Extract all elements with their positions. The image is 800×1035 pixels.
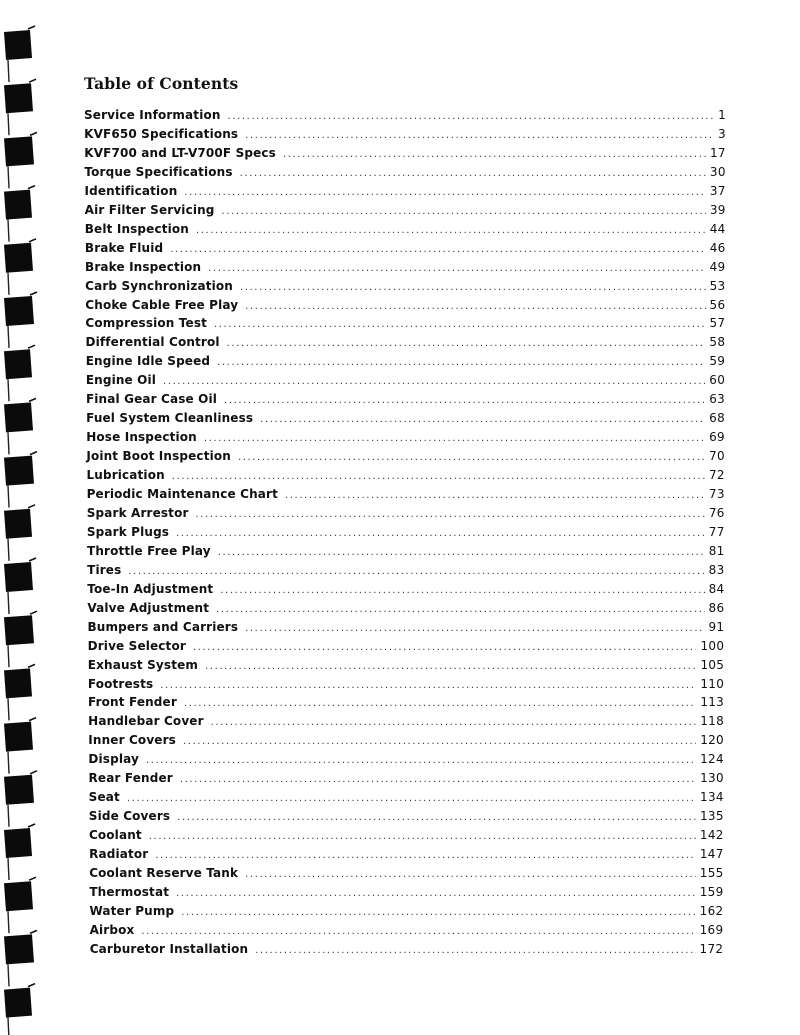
toc-entry [87, 504, 725, 523]
toc-entry-title: Thermostat [89, 884, 170, 899]
toc-entry [86, 333, 726, 352]
toc-entry-page: 44 [709, 221, 726, 236]
toc-entry-page: 60 [709, 373, 726, 388]
toc-dot-leader [180, 770, 696, 789]
toc-entry-title: Engine Oil [85, 373, 157, 388]
toc-dot-leader [149, 827, 696, 846]
toc-entry-page: 53 [709, 278, 726, 293]
binding-hole [4, 452, 37, 508]
toc-dot-leader [240, 278, 706, 297]
toc-entry-page: 134 [700, 790, 724, 805]
toc-entry-page: 155 [699, 866, 724, 880]
binding-hole [4, 79, 36, 135]
toc-entry-title: Lubrication [86, 468, 165, 483]
toc-entry [89, 902, 723, 921]
toc-dot-leader [255, 941, 695, 960]
toc-entry [84, 125, 726, 144]
binding-hole [4, 239, 36, 295]
toc-dot-leader [170, 240, 705, 259]
toc-entry-page: 39 [709, 202, 726, 217]
toc-entry [89, 864, 723, 883]
toc-dot-leader [260, 410, 705, 429]
toc-dot-leader [285, 486, 705, 505]
toc-entry-page: 113 [700, 695, 725, 710]
toc-entry-title: Coolant Reserve Tank [89, 866, 239, 880]
toc-entry-title: Exhaust System [87, 657, 199, 672]
toc-entry-page: 77 [708, 524, 725, 539]
toc-dot-leader [214, 315, 705, 334]
toc-entry [90, 940, 724, 959]
toc-dot-leader [216, 600, 704, 619]
toc-dot-leader [160, 676, 696, 695]
toc-entry-title: Engine Idle Speed [85, 354, 211, 369]
toc-entry-title: Identification [84, 183, 178, 198]
toc-entry-page: 59 [709, 354, 726, 369]
toc-entry-title: Carburetor Installation [89, 941, 249, 956]
toc-entry-page: 17 [709, 145, 726, 160]
toc-entry-page: 172 [699, 941, 724, 956]
toc-dot-leader [193, 638, 697, 657]
toc-entry-title: Choke Cable Free Play [85, 297, 239, 312]
toc-dot-leader [238, 448, 705, 467]
toc-entry-page: 142 [699, 828, 724, 843]
toc-entry-page: 120 [700, 733, 724, 748]
binding-hole [4, 26, 35, 82]
toc-entry [88, 712, 724, 731]
toc-dot-leader [163, 372, 705, 391]
toc-entry [85, 239, 726, 258]
toc-entry-title: Brake Inspection [85, 259, 202, 274]
toc-entry-page: 130 [700, 771, 724, 786]
toc-entry [85, 258, 725, 277]
binding-hole [4, 718, 36, 774]
toc-entry [87, 523, 725, 542]
toc-dot-leader [141, 922, 695, 941]
toc-dot-leader [181, 903, 695, 922]
toc-entry [85, 201, 726, 220]
toc-entry [84, 106, 726, 125]
binding-hole [4, 292, 37, 348]
toc-entry-title: Periodic Maintenance Chart [86, 487, 278, 501]
toc-entry [89, 845, 724, 864]
toc-entry-title: Joint Boot Inspection [86, 449, 231, 464]
toc-entry-title: Radiator [89, 847, 149, 862]
toc-entry-title: KVF650 Specifications [84, 126, 239, 141]
toc-entry-title: Compression Test [85, 316, 207, 331]
toc-entry [84, 144, 726, 163]
toc-entry-page: 58 [709, 335, 726, 350]
toc-entry [87, 485, 725, 504]
binding-hole [4, 345, 35, 401]
toc-dot-leader [128, 562, 704, 581]
toc-entry-title: Valve Adjustment [87, 600, 210, 615]
toc-entry [86, 409, 725, 428]
toc-entry-title: Front Fender [88, 695, 177, 710]
toc-entry-title: Spark Arrestor [86, 505, 189, 520]
toc-entry [85, 220, 726, 239]
toc-dot-leader [205, 657, 696, 676]
toc-entry-page: 100 [700, 638, 725, 653]
toc-entry [88, 618, 725, 637]
toc-entry-page: 70 [709, 449, 725, 464]
toc-dot-leader [183, 732, 696, 751]
toc-entry-page: 124 [700, 752, 724, 767]
toc-entry [88, 675, 724, 694]
toc-entry-page: 30 [709, 164, 726, 179]
toc-entry-page: 135 [699, 809, 724, 824]
toc-dot-leader [155, 846, 696, 865]
toc-entry-page: 63 [709, 392, 726, 407]
toc-entry-title: Belt Inspection [84, 221, 189, 236]
toc-entry [88, 750, 724, 769]
toc-entry-page: 110 [700, 676, 725, 691]
toc-entry-page: 73 [708, 487, 725, 501]
toc-dot-leader [204, 429, 705, 448]
toc-entry-page: 81 [708, 543, 725, 558]
toc-dot-leader [208, 259, 705, 278]
toc-dot-leader [211, 713, 697, 732]
toc-entry [88, 731, 724, 750]
toc-entry-page: 37 [709, 183, 726, 198]
toc-entry [86, 466, 724, 485]
toc-entry [85, 182, 726, 201]
toc-entry-title: Carb Synchronization [85, 278, 233, 293]
toc-entry-page: 68 [709, 411, 726, 426]
toc-entry-page: 86 [708, 600, 725, 615]
toc-entry [86, 390, 725, 409]
toc-entry [89, 807, 724, 826]
toc-dot-leader [196, 221, 706, 240]
toc-entry [89, 826, 724, 845]
toc-entry-title: Water Pump [89, 903, 175, 918]
toc-dot-leader [127, 789, 696, 808]
toc-dot-leader [240, 164, 706, 183]
binding-holes-graphic [0, 0, 50, 1035]
toc-entry [86, 428, 725, 447]
toc-entry [85, 277, 725, 296]
toc-dot-leader [245, 297, 705, 316]
toc-entry-title: Side Covers [88, 809, 171, 824]
toc-entry [88, 656, 724, 675]
toc-entry-title: Display [88, 752, 139, 767]
toc-entry-page: 105 [700, 657, 725, 672]
toc-entry-title: Tires [87, 562, 122, 577]
toc-entry [87, 599, 724, 618]
toc-entry [88, 637, 725, 656]
binding-hole [4, 984, 35, 1035]
toc-entry [89, 788, 724, 807]
toc-entry-title: Torque Specifications [84, 164, 233, 179]
binding-hole [4, 824, 35, 880]
binding-hole [4, 558, 36, 614]
toc-entry-page: 69 [709, 430, 725, 445]
toc-entry-page: 83 [708, 562, 725, 577]
toc-entry-page: 84 [708, 581, 725, 596]
toc-entry-title: Brake Fluid [84, 240, 164, 255]
toc-dot-leader [245, 126, 714, 145]
toc-dot-leader [176, 884, 696, 903]
toc-entry-page: 76 [708, 505, 725, 520]
toc-entry-page: 162 [699, 903, 724, 918]
toc-entry-title: Drive Selector [87, 638, 186, 653]
toc-dot-leader [176, 524, 705, 543]
toc-entry-title: Inner Covers [88, 733, 176, 748]
toc-entry-page: 72 [708, 468, 725, 483]
toc-entry-page: 46 [709, 240, 726, 255]
toc-entry [87, 561, 724, 580]
toc-dot-leader [218, 543, 705, 562]
toc-entry [86, 371, 725, 390]
toc-dot-leader [172, 467, 705, 486]
binding-hole [4, 132, 37, 188]
toc-entry-page: 118 [700, 714, 725, 729]
toc-entry [86, 447, 725, 466]
toc-entry-page: 169 [699, 922, 724, 937]
toc-entry-title: Spark Plugs [86, 524, 170, 539]
toc-entry [88, 693, 724, 712]
toc-entry-title: Final Gear Case Oil [85, 392, 218, 407]
toc-entry [87, 580, 724, 599]
toc-entry-page: 56 [709, 297, 726, 312]
toc-entry [86, 352, 726, 371]
toc-entry-title: Air Filter Servicing [84, 202, 215, 217]
toc-entry-page: 91 [708, 619, 725, 634]
toc-dot-leader [184, 694, 696, 713]
toc-entry-title: KVF700 and LT-V700F Specs [84, 145, 276, 160]
toc-entry-title: Rear Fender [88, 771, 173, 786]
toc-entry-title: Service Information [84, 108, 221, 122]
toc-entry-title: Handlebar Cover [88, 714, 204, 729]
toc-entry [87, 542, 725, 561]
binding-hole [4, 664, 35, 720]
toc-dot-leader [228, 107, 715, 126]
toc-entry-title: Bumpers and Carriers [87, 619, 239, 634]
toc-entry [84, 163, 725, 182]
toc-entry [89, 883, 723, 902]
toc-dot-leader [283, 145, 706, 164]
toc-entry [89, 769, 724, 788]
binding-hole [4, 771, 37, 827]
binding-hole [4, 930, 37, 986]
toc-entry-title: Seat [88, 790, 120, 805]
toc-entry-title: Coolant [88, 828, 142, 843]
toc-dot-leader [220, 581, 704, 600]
toc-entry [85, 296, 725, 315]
toc-entry-title: Fuel System Cleanliness [86, 411, 254, 426]
toc-entry-page: 1 [718, 108, 726, 122]
toc-dot-leader [224, 391, 705, 410]
toc-entry [85, 314, 725, 333]
toc-entry [90, 921, 724, 940]
toc-entry-title: Hose Inspection [86, 430, 197, 445]
binding-hole [4, 186, 35, 242]
toc-dot-leader [222, 202, 706, 221]
toc-entry-title: Differential Control [85, 335, 220, 350]
toc-entry-title: Airbox [89, 922, 135, 937]
binding-hole [4, 398, 36, 454]
spiral-binding [0, 0, 50, 1035]
toc-entry-page: 49 [709, 259, 726, 274]
toc-dot-leader [184, 183, 705, 202]
toc-entry-title: Footrests [87, 676, 154, 691]
toc-dot-leader [245, 865, 696, 884]
toc-entry-page: 147 [699, 847, 724, 862]
toc-entry-page: 57 [709, 316, 726, 331]
toc-entry-page: 3 [717, 126, 726, 141]
binding-hole [4, 611, 37, 667]
toc-dot-leader [217, 353, 705, 372]
toc-entry-title: Throttle Free Play [86, 543, 211, 558]
page-title: Table of Contents [84, 74, 239, 93]
toc-dot-leader [227, 334, 706, 353]
toc-entry-page: 159 [699, 884, 724, 899]
toc-entry-title: Toe-In Adjustment [87, 581, 214, 596]
toc-dot-leader [245, 619, 704, 638]
toc-dot-leader [146, 751, 696, 770]
binding-hole [4, 505, 35, 561]
toc-dot-leader [177, 808, 696, 827]
binding-hole [4, 877, 36, 933]
toc-dot-leader [196, 505, 705, 524]
